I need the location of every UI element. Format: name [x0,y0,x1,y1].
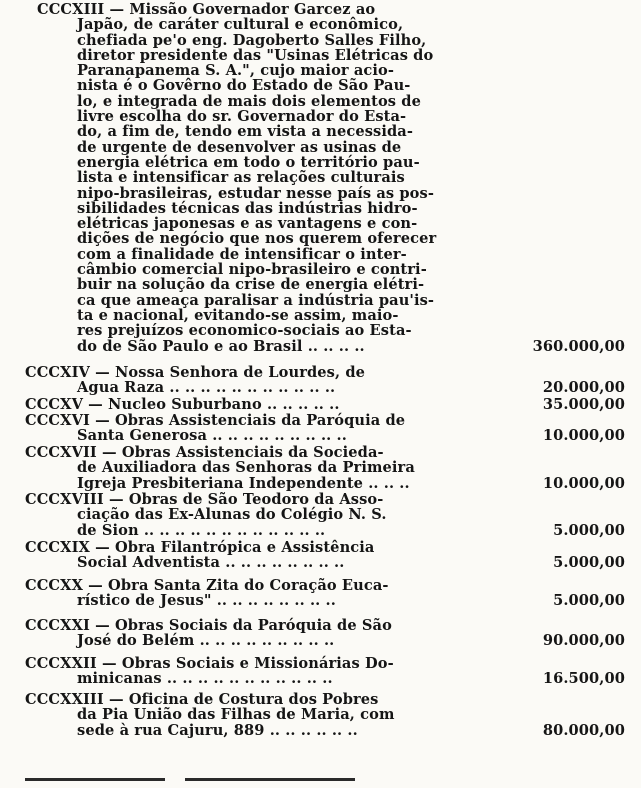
entry-amount: 16.500,00 [542,670,625,688]
entry-text: CCCXX — Obra Santa Zita do Coração Euca- [25,577,389,594]
entry-amount: 20.000,00 [542,379,625,397]
entry-cccxv [25,397,625,412]
entry-text: sibilidades técnicas das indústrias hidro- [77,199,418,217]
entry-cccxiii [25,2,625,354]
entry-text: Social Adventista .. .. .. .. .. .. .. .. [77,554,345,572]
entry-text: CCCXIII — Missão Governador Garcez ao [37,1,376,18]
entry-line [25,109,625,124]
entry-line [25,555,625,570]
entry-text: nipo-brasileiras, estudar nesse país as pos- [77,184,434,202]
entry-text: buir na solução da crise de energia elétri- [77,276,425,294]
entry-line [25,48,625,63]
entry-text: CCCXVI — Obras Assistenciais da Paróquia de [25,412,406,429]
text-fragment [185,778,355,781]
entry-cccxiv [25,365,625,396]
entry-amount: 5.000,00 [553,592,625,610]
entry-text: dições de negócio que nos querem oferecer [77,230,437,248]
entry-line [25,170,625,185]
cut-off-text-line [25,778,525,788]
entry-line [25,365,625,380]
entry-line [25,445,625,460]
entry-cccxix [25,540,625,571]
entry-text: Paranapanema S. A.", cujo maior acio- [77,62,395,80]
entry-line [25,380,625,395]
entry-cccxxii [25,656,625,687]
entry-text: CCCXXI — Obras Sociais da Paróquia de São [25,617,392,634]
entry-amount: 35.000,00 [542,396,625,413]
entry-cccxvii [25,445,625,491]
entry-text: ta e nacional, evitando-se assim, maio- [77,306,399,324]
entry-line [25,413,625,428]
entry-text: Japão, de caráter cultural e econômico, [77,16,404,34]
entry-line [25,94,625,109]
entry-text: do de São Paulo e ao Brasil .. .. .. .. [77,337,365,355]
entry-line [25,523,625,538]
entry-amount: 5.000,00 [553,521,625,539]
entry-line [25,216,625,231]
entry-text: ciação das Ex-Alunas do Colégio N. S. [77,506,387,524]
entry-line [25,397,625,412]
entry-text: CCCXIV — Nossa Senhora de Lourdes, de [25,364,366,381]
entry-text: energia elétrica em todo o território pau- [77,153,420,171]
entry-text: com a finalidade de intensificar o inter- [77,245,407,263]
entry-text: CCCXXII — Obras Sociais e Missionárias Do- [25,655,394,672]
entry-line [25,2,625,17]
entry-text: CCCXXIII — Oficina de Costura dos Pobres [25,691,379,708]
entry-text: CCCXIX — Obra Filantrópica e Assistência [25,539,375,556]
entry-line [25,656,625,671]
entry-text: de Auxiliadora das Senhoras da Primeira [77,459,415,477]
entry-line [25,593,625,608]
entry-line [25,460,625,475]
entry-amount: 90.000,00 [542,632,625,650]
entry-line [25,277,625,292]
entry-amount: 5.000,00 [553,554,625,572]
entry-line [25,540,625,555]
entry-line [25,339,625,354]
entry-line [25,671,625,686]
entry-line [25,63,625,78]
entry-text: de Sion .. .. .. .. .. .. .. .. .. .. .. .. [77,521,326,539]
entry-line [25,201,625,216]
entry-amount: 10.000,00 [542,427,625,445]
entry-text: CCCXV — Nucleo Suburbano .. .. .. .. .. [25,396,340,413]
entry-line [25,140,625,155]
entry-line [25,476,625,491]
entry-line [25,247,625,262]
entry-cccxxi [25,618,625,649]
entry-text: diretor presidente das "Usinas Elétricas do [77,46,434,64]
entry-line [25,124,625,139]
entry-line [25,723,625,738]
entry-text: rístico de Jesus" .. .. .. .. .. .. .. .. [77,592,336,610]
entry-amount: 10.000,00 [542,474,625,492]
entry-line [25,308,625,323]
entry-text: ca que ameaça paralisar a indústria pau'is- [77,291,435,309]
entry-amount: 360.000,00 [532,337,625,355]
entry-cccxx [25,578,625,609]
entry-text: de urgente de desenvolver as usinas de [77,138,402,156]
entry-text: CCCXVII — Obras Assistenciais da Socieda- [25,444,384,461]
entry-text: minicanas .. .. .. .. .. .. .. .. .. .. .. [77,670,333,688]
entry-line [25,231,625,246]
entry-line [25,262,625,277]
entry-line [25,633,625,648]
entry-amount: 80.000,00 [542,721,625,739]
entry-line [25,323,625,338]
entry-line [25,78,625,93]
text-fragment [25,778,165,781]
entry-line [25,578,625,593]
entry-line [25,618,625,633]
entry-text: Santa Generosa .. .. .. .. .. .. .. .. .. [77,427,347,445]
entry-cccxviii [25,492,625,538]
entry-text: chefiada pe'o eng. Dagoberto Salles Filho, [77,31,427,49]
entry-text: José do Belém .. .. .. .. .. .. .. .. .. [77,632,335,650]
entry-text: livre escolha do sr. Governador do Esta- [77,108,407,126]
entry-text: elétricas japonesas e as vantagens e con- [77,215,418,233]
entry-line [25,293,625,308]
entry-text: CCCXVIII — Obras de São Teodoro da Asso- [25,491,384,508]
entry-line [25,33,625,48]
entry-text: do, a fim de, tendo em vista a necessida- [77,123,414,141]
entry-line [25,692,625,707]
entry-line [25,428,625,443]
entry-text: res prejuízos economico-sociais ao Esta- [77,322,412,340]
entry-text: lista e intensificar as relações culturais [77,169,405,187]
entry-text: da Pia União das Filhas de Maria, com [77,706,395,724]
entry-line [25,186,625,201]
entry-line [25,507,625,522]
entry-text: câmbio comercial nipo-brasileiro e contri- [77,261,427,279]
entry-line [25,17,625,32]
entry-line [25,492,625,507]
entry-text: Igreja Presbiteriana Independente .. .. .. [77,474,410,492]
entry-line [25,155,625,170]
entry-text: lo, e integrada de mais dois elementos de [77,92,421,110]
entry-text: Agua Raza .. .. .. .. .. .. .. .. .. .. .. [77,379,336,397]
entry-cccxxiii [25,692,625,738]
entry-cccxvi [25,413,625,444]
entry-line [25,707,625,722]
entry-text: sede à rua Cajuru, 889 .. .. .. .. .. .. [77,721,358,739]
entry-text: nista é o Govêrno do Estado de São Pau- [77,77,411,95]
